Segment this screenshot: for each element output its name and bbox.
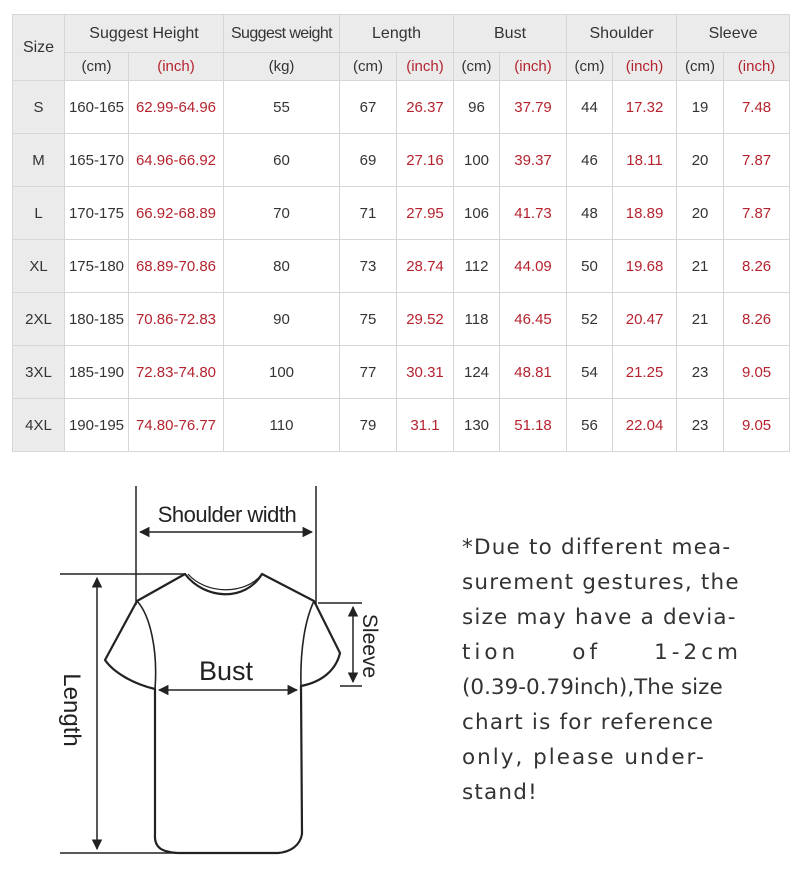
cell-bust-in: 39.37: [500, 134, 567, 187]
unit-inch: (inch): [613, 53, 677, 81]
cell-sleeve-in: 9.05: [724, 346, 790, 399]
cell-size: 3XL: [13, 346, 65, 399]
cell-length-in: 29.52: [397, 293, 454, 346]
cell-shoulder-in: 17.32: [613, 81, 677, 134]
cell-sleeve-cm: 21: [677, 240, 724, 293]
cell-bust-in: 46.45: [500, 293, 567, 346]
table-body: [13, 81, 790, 452]
bust-header: Bust: [454, 15, 567, 53]
cell-height-cm: 165-170: [65, 134, 129, 187]
cell-sleeve-cm: 20: [677, 134, 724, 187]
cell-length-cm: 79: [340, 399, 397, 452]
cell-height-in: 72.83-74.80: [129, 346, 224, 399]
cell-length-cm: 71: [340, 187, 397, 240]
cell-bust-in: 51.18: [500, 399, 567, 452]
cell-bust-cm: 106: [454, 187, 500, 240]
unit-inch: (inch): [129, 53, 224, 81]
cell-bust-cm: 100: [454, 134, 500, 187]
cell-height-cm: 175-180: [65, 240, 129, 293]
cell-shoulder-in: 19.68: [613, 240, 677, 293]
table-unit-row: [13, 53, 790, 81]
height-header: Suggest Height: [65, 15, 224, 53]
cell-height-cm: 180-185: [65, 293, 129, 346]
sleeve-label: Sleeve: [358, 613, 381, 679]
unit-cm: (cm): [567, 53, 613, 81]
cell-shoulder-in: 18.89: [613, 187, 677, 240]
table-header-row: [13, 15, 790, 53]
deviation-note: [462, 530, 742, 810]
size-chart-table: [12, 14, 790, 452]
cell-height-cm: 160-165: [65, 81, 129, 134]
cell-sleeve-in: 8.26: [724, 240, 790, 293]
note-line: only, please under-: [462, 745, 706, 770]
unit-cm: (cm): [454, 53, 500, 81]
bust-label: Bust: [198, 656, 254, 686]
cell-length-cm: 75: [340, 293, 397, 346]
cell-weight: 55: [224, 81, 340, 134]
cell-weight: 70: [224, 187, 340, 240]
cell-sleeve-in: 7.87: [724, 187, 790, 240]
cell-bust-in: 37.79: [500, 81, 567, 134]
cell-sleeve-in: 7.87: [724, 134, 790, 187]
table-row: [13, 346, 790, 399]
length-header: Length: [340, 15, 454, 53]
cell-length-cm: 77: [340, 346, 397, 399]
cell-height-cm: 190-195: [65, 399, 129, 452]
cell-weight: 100: [224, 346, 340, 399]
unit-inch: (inch): [500, 53, 567, 81]
unit-cm: (cm): [677, 53, 724, 81]
cell-shoulder-in: 20.47: [613, 293, 677, 346]
cell-length-cm: 73: [340, 240, 397, 293]
cell-length-cm: 69: [340, 134, 397, 187]
cell-sleeve-cm: 23: [677, 399, 724, 452]
cell-shoulder-cm: 48: [567, 187, 613, 240]
cell-length-in: 30.31: [397, 346, 454, 399]
unit-inch: (inch): [724, 53, 790, 81]
table-row: [13, 399, 790, 452]
cell-shoulder-cm: 50: [567, 240, 613, 293]
weight-header: Suggest weight: [224, 15, 340, 53]
cell-weight: 90: [224, 293, 340, 346]
cell-sleeve-in: 7.48: [724, 81, 790, 134]
note-line: stand!: [462, 780, 538, 805]
cell-shoulder-in: 18.11: [613, 134, 677, 187]
cell-weight: 60: [224, 134, 340, 187]
cell-shoulder-cm: 52: [567, 293, 613, 346]
unit-inch: (inch): [397, 53, 454, 81]
table-row: [13, 134, 790, 187]
cell-shoulder-cm: 54: [567, 346, 613, 399]
cell-weight: 80: [224, 240, 340, 293]
cell-size: 2XL: [13, 293, 65, 346]
cell-height-in: 66.92-68.89: [129, 187, 224, 240]
note-line: (0.39-0.79inch),The size: [462, 675, 723, 700]
note-line: *Due to different mea-: [462, 535, 732, 560]
cell-sleeve-cm: 23: [677, 346, 724, 399]
cell-shoulder-in: 21.25: [613, 346, 677, 399]
unit-cm: (cm): [65, 53, 129, 81]
tshirt-outline: [105, 574, 340, 853]
unit-cm: (cm): [340, 53, 397, 81]
cell-height-in: 64.96-66.92: [129, 134, 224, 187]
cell-sleeve-cm: 20: [677, 187, 724, 240]
cell-bust-cm: 124: [454, 346, 500, 399]
table-row: [13, 293, 790, 346]
cell-shoulder-cm: 56: [567, 399, 613, 452]
note-line: tion of 1-2cm: [462, 640, 742, 665]
cell-bust-cm: 96: [454, 81, 500, 134]
cell-size: M: [13, 134, 65, 187]
cell-sleeve-cm: 21: [677, 293, 724, 346]
cell-sleeve-in: 9.05: [724, 399, 790, 452]
cell-shoulder-cm: 46: [567, 134, 613, 187]
note-line: size may have a devia-: [462, 605, 737, 630]
table-row: [13, 240, 790, 293]
length-label: Length: [58, 673, 85, 747]
cell-height-in: 74.80-76.77: [129, 399, 224, 452]
cell-height-cm: 185-190: [65, 346, 129, 399]
cell-shoulder-cm: 44: [567, 81, 613, 134]
cell-bust-cm: 118: [454, 293, 500, 346]
cell-height-in: 70.86-72.83: [129, 293, 224, 346]
cell-sleeve-cm: 19: [677, 81, 724, 134]
unit-kg: (kg): [224, 53, 340, 81]
sleeve-header: Sleeve: [677, 15, 790, 53]
note-line: surement gestures, the: [462, 570, 740, 595]
cell-length-in: 26.37: [397, 81, 454, 134]
cell-weight: 110: [224, 399, 340, 452]
shoulder-header: Shoulder: [567, 15, 677, 53]
size-header: Size: [13, 15, 65, 81]
shoulder-width-label: Shoulder width: [157, 502, 297, 527]
cell-bust-in: 44.09: [500, 240, 567, 293]
cell-size: XL: [13, 240, 65, 293]
cell-length-cm: 67: [340, 81, 397, 134]
tshirt-measurement-diagram: [0, 470, 440, 889]
cell-length-in: 27.95: [397, 187, 454, 240]
cell-bust-in: 41.73: [500, 187, 567, 240]
cell-bust-cm: 112: [454, 240, 500, 293]
cell-height-in: 62.99-64.96: [129, 81, 224, 134]
table-row: [13, 187, 790, 240]
cell-size: L: [13, 187, 65, 240]
cell-height-cm: 170-175: [65, 187, 129, 240]
cell-height-in: 68.89-70.86: [129, 240, 224, 293]
cell-length-in: 28.74: [397, 240, 454, 293]
cell-size: S: [13, 81, 65, 134]
cell-size: 4XL: [13, 399, 65, 452]
cell-length-in: 31.1: [397, 399, 454, 452]
table-row: [13, 81, 790, 134]
cell-bust-cm: 130: [454, 399, 500, 452]
cell-bust-in: 48.81: [500, 346, 567, 399]
cell-shoulder-in: 22.04: [613, 399, 677, 452]
cell-sleeve-in: 8.26: [724, 293, 790, 346]
cell-length-in: 27.16: [397, 134, 454, 187]
note-line: chart is for reference: [462, 710, 715, 735]
